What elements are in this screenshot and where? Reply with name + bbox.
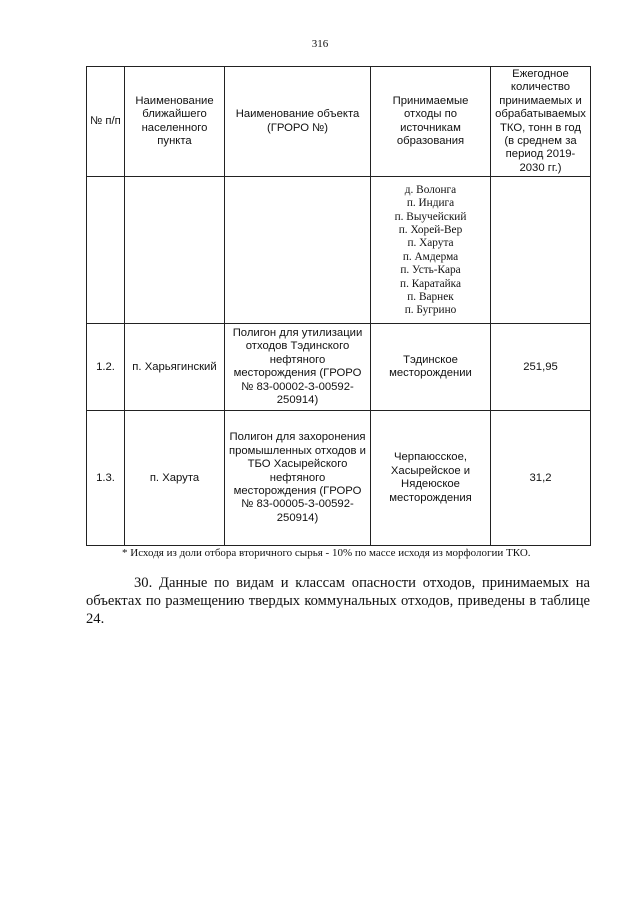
table-footnote bbox=[98, 546, 590, 560]
waste-facilities-table bbox=[86, 66, 591, 546]
cell-volume: 31,2 bbox=[491, 411, 591, 546]
header-settlement: Наименование ближайшего населенного пункта bbox=[125, 67, 225, 177]
cell-empty bbox=[491, 177, 591, 324]
settlement-name: п. Усть-Кара bbox=[400, 264, 461, 277]
header-object: Наименование объекта (ГРОРО №) bbox=[225, 67, 371, 177]
settlement-name: п. Харута bbox=[407, 237, 454, 250]
settlement-name: д. Волонга bbox=[404, 183, 457, 196]
table-header-row bbox=[87, 67, 591, 177]
header-number: № п/п bbox=[87, 67, 125, 177]
header-sources: Принимаемые отходы по источникам образования bbox=[371, 67, 491, 177]
cell-settlement: п. Харьягинский bbox=[125, 324, 225, 411]
settlement-name: п. Варнек bbox=[407, 290, 454, 303]
settlement-name: п. Каратайка bbox=[400, 277, 461, 290]
settlement-name: п. Амдерма bbox=[402, 250, 459, 263]
settlement-name: п. Выучейский bbox=[394, 210, 467, 223]
cell-number: 1.2. bbox=[87, 324, 125, 411]
cell-sources: Тэдинское месторождении bbox=[371, 324, 491, 411]
header-volume: Ежегодное количество принимаемых и обрабатываемых ТКО, тонн в год (в среднем за период 2019-2030 гг.) bbox=[491, 67, 591, 177]
settlement-name: п. Индига bbox=[406, 197, 455, 210]
paragraph-text: 30. Данные по видам и классам опасности отходов, принимаемых на объектах по размещению твердых коммунальных отходов, приведены в таблице 24. bbox=[86, 575, 590, 627]
settlement-name: п. Хорей-Вер bbox=[398, 223, 463, 236]
cell-object: Полигон для захоронения промышленных отходов и ТБО Хасырейского нефтяного месторождения (ГРОРО № 83-00005-З-00592-250914) bbox=[225, 411, 371, 546]
cell-empty bbox=[125, 177, 225, 324]
cell-volume: 251,95 bbox=[491, 324, 591, 411]
table-row bbox=[87, 177, 591, 324]
cell-empty bbox=[87, 177, 125, 324]
table-row bbox=[87, 411, 591, 546]
footnote-text: * Исходя из доли отбора вторичного сырья - 10% по массе исходя из морфологии ТКО. bbox=[122, 547, 531, 559]
cell-sources-list bbox=[371, 177, 491, 324]
page-number: 316 bbox=[311, 38, 329, 50]
cell-sources: Черпаюсское, Хасырейское и Нядеюское месторождения bbox=[371, 411, 491, 546]
table-row bbox=[87, 324, 591, 411]
settlement-name: п. Бугрино bbox=[404, 304, 457, 317]
body-paragraph bbox=[86, 575, 590, 628]
cell-object: Полигон для утилизации отходов Тэдинского нефтяного месторождения (ГРОРО № 83-00002-З-00592-250914) bbox=[225, 324, 371, 411]
cell-settlement: п. Харута bbox=[125, 411, 225, 546]
cell-number: 1.3. bbox=[87, 411, 125, 546]
cell-empty bbox=[225, 177, 371, 324]
